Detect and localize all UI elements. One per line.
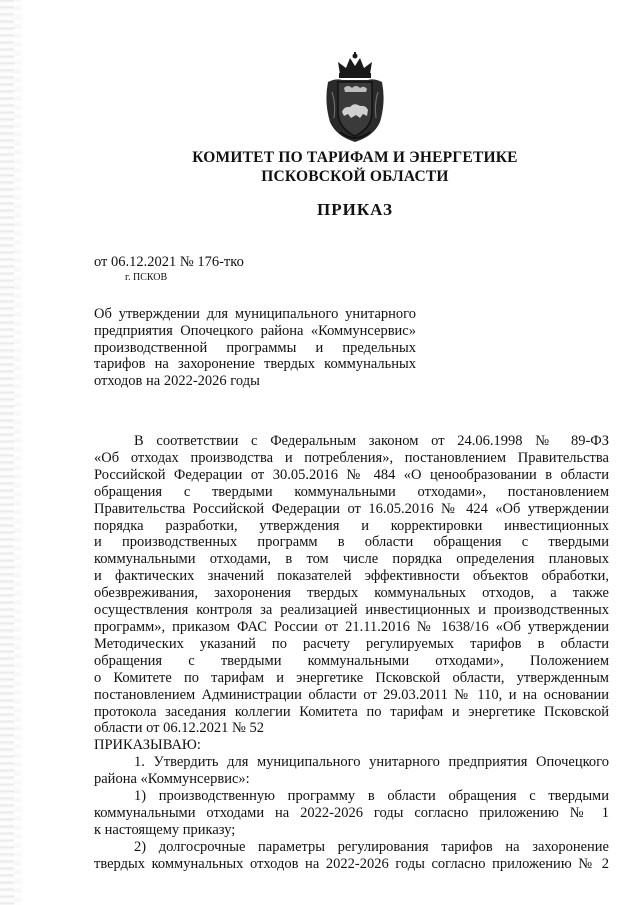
subject-line: отходов на 2022-2026 годы	[94, 373, 260, 390]
item-1-1-line: коммунальными отходами на 2022-2026 годы согласно приложению № 1	[94, 804, 609, 821]
org-line-2: ПСКОВСКОЙ ОБЛАСТИ	[261, 168, 449, 185]
preamble-paragraph	[94, 433, 609, 737]
item-1-2-line: 2) долгосрочные параметры регулирования тарифов на захоронение	[134, 838, 609, 855]
preamble-line: о Комитете по тарифам и энергетике Псковской области, утвержденным	[94, 669, 609, 686]
subject-line: производственной программы и предельных	[94, 339, 416, 356]
subject-line: тарифов на захоронение твердых коммунальных	[94, 356, 416, 373]
order-word-text: ПРИКАЗЫВАЮ:	[94, 737, 201, 754]
date-and-number: от 06.12.2021 № 176-тко	[94, 254, 244, 270]
scan-edge-noise-inner	[14, 0, 22, 905]
preamble-line: осуществления контроля за реализацией инвестиционных и производственных	[94, 602, 609, 619]
preamble-line: обращения с твердыми коммунальными отходами», постановлением	[94, 483, 609, 500]
preamble-line: коммунальными отходами, в том числе порядка определения плановых	[94, 551, 609, 568]
preamble-line: программ», приказом ФАС России от 21.11.2016 № 1638/16 «Об утверждении	[94, 618, 609, 635]
document-subject	[94, 306, 416, 390]
preamble-line: Методических указаний по расчету регулируемых тарифов в области	[94, 635, 609, 652]
item-1-2-line: твердых коммунальных отходов на 2022-2026 годы согласно приложению № 2	[94, 855, 609, 872]
item-1-1-line: 1) производственную программу в области обращения с твердыми	[134, 788, 609, 805]
item-1-paragraph	[94, 754, 609, 788]
preamble-line: Российской Федерации от 30.05.2016 № 484 «О ценообразовании в области	[94, 466, 609, 483]
preamble-line: и фактических значений показателей эффективности объектов обработки,	[94, 568, 609, 585]
coat-of-arms-emblem	[322, 52, 388, 144]
order-word	[94, 737, 609, 754]
scan-edge-noise	[0, 0, 14, 905]
item-1-line: района «Коммунсервис»:	[94, 771, 250, 788]
document-type: ПРИКАЗ	[317, 200, 393, 219]
preamble-line: Правительства Российской Федерации от 16.05.2016 № 424 «Об утверждении	[94, 500, 609, 517]
item-1-line: 1. Утвердить для муниципального унитарного предприятия Опочецкого	[134, 754, 609, 771]
preamble-line: «Об отходах производства и потребления», постановлением Правительства	[94, 449, 609, 466]
preamble-line: В соответствии с Федеральным законом от 24.06.1998 № 89-ФЗ	[134, 433, 609, 449]
city-name: г. ПСКОВ	[125, 272, 168, 283]
item-1-1-line: к настоящему приказу;	[94, 821, 236, 838]
organization-name	[120, 148, 590, 186]
preamble-line: обезвреживания, захоронения твердых коммунальных отходов, а также	[94, 585, 609, 602]
preamble-line: обращения с твердыми коммунальными отходами», Положением	[94, 652, 609, 669]
preamble-line: протокола заседания коллегии Комитета по тарифам и энергетике Псковской	[94, 703, 609, 720]
subject-line: Об утверждении для муниципального унитарного	[94, 306, 416, 322]
org-line-1: КОМИТЕТ ПО ТАРИФАМ И ЭНЕРГЕТИКЕ	[192, 149, 518, 166]
preamble-line: и производственных программ в области обращения с твердыми	[94, 534, 609, 551]
subject-line: предприятия Опочецкого района «Коммунсервис»	[94, 322, 416, 339]
preamble-line: области от 06.12.2021 № 52	[94, 720, 264, 737]
item-1-1-paragraph	[94, 788, 609, 839]
preamble-line: постановлением Администрации области от 29.03.2011 № 110, и на основании	[94, 686, 609, 703]
preamble-line: порядка разработки, утверждения и корректировки инвестиционных	[94, 517, 609, 534]
item-1-2-paragraph	[94, 839, 609, 873]
document-body	[94, 433, 609, 873]
